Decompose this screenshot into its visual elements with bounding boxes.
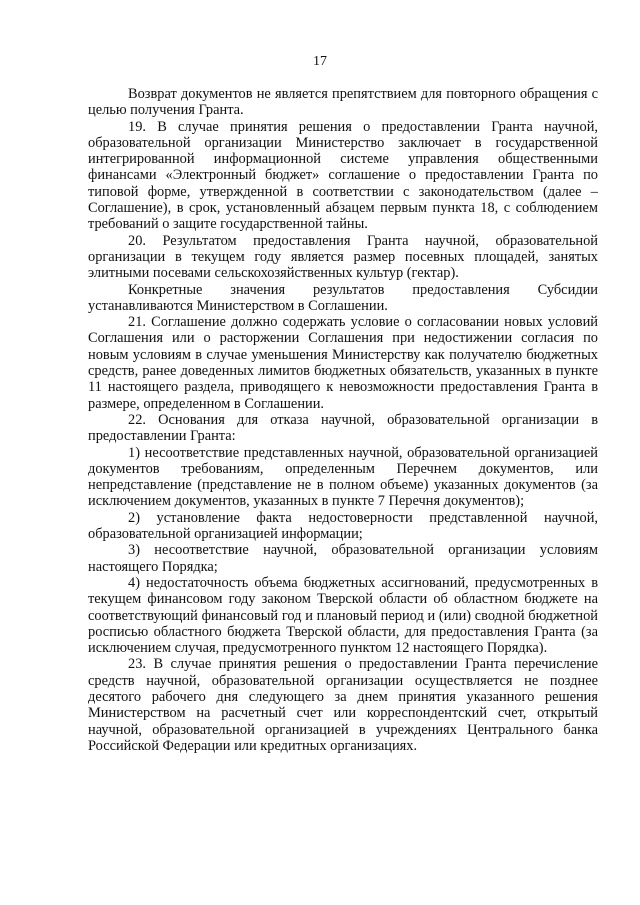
paragraph-23: 23. В случае принятия решения о предоставлении Гранта перечисление средств научной, образовательной организации осуществляется не позднее десятого рабочего дня следующего за днем принятия указанного решения Министерством на расчетный счет или корреспондентский счет, открытый научной, образовательной организацией в учреждениях Центрального банка Российской Федерации или кредитных организациях. — [88, 656, 598, 754]
paragraph-result-values: Конкретные значения результатов предоставления Субсидии устанавливаются Министерством в Соглашении. — [88, 281, 598, 314]
list-item-22-4: 4) недостаточность объема бюджетных ассигнований, предусмотренных в текущем финансовом году законом Тверской области об областном бюджете на соответствующий финансовый год и плановый период и (или) сводной бюджетной росписью областного бюджета Тверской области, для предоставления Гранта (за исключением случая, предусмотренного пунктом 12 настоящего Порядка). — [88, 574, 598, 657]
paragraph-21: 21. Соглашение должно содержать условие о согласовании новых условий Соглашения или о расторжении Соглашения при недостижении согласия по новым условиям в случае уменьшения Министерству как получателю бюджетных средств, ранее доведенных лимитов бюджетных обязательств, указанных в пункте 11 настоящего раздела, приводящего к невозможности предоставления Гранта в размере, определенном в Соглашении. — [88, 314, 598, 412]
paragraph-20: 20. Результатом предоставления Гранта научной, образовательной организации в текущем году является размер посевных площадей, занятых элитными посевами сельскохозяйственных культур (гектар). — [88, 232, 598, 282]
list-item-22-2: 2) установление факта недостоверности представленной научной, образовательной организацией информации; — [88, 509, 598, 543]
document-body — [88, 86, 598, 754]
list-item-22-3: 3) несоответствие научной, образовательной организации условиям настоящего Порядка; — [88, 542, 598, 575]
list-item-22-1: 1) несоответствие представленных научной, образовательной организацией документов требованиям, определенным Перечнем документов, или непредставление (представление не в полном объеме) указанных документов (за исключением документов, указанных в пункте 7 Перечня документов); — [88, 444, 598, 510]
page-number: 17 — [313, 54, 327, 69]
paragraph-19: 19. В случае принятия решения о предоставлении Гранта научной, образовательной организации Министерство заключает в государственной интегрированной информационной системе управления общественными финансами «Электронный бюджет» соглашение о предоставлении Гранта по типовой форме, утвержденной в соответствии с законодательством (далее – Соглашение), в срок, установленный абзацем первым пункта 18, с соблюдением требований о защите государственной тайны. — [88, 118, 598, 233]
paragraph-22: 22. Основания для отказа научной, образовательной организации в предоставлении Гранта: — [88, 411, 598, 445]
paragraph-return-documents: Возврат документов не является препятствием для повторного обращения с целью получения Гранта. — [88, 86, 598, 119]
